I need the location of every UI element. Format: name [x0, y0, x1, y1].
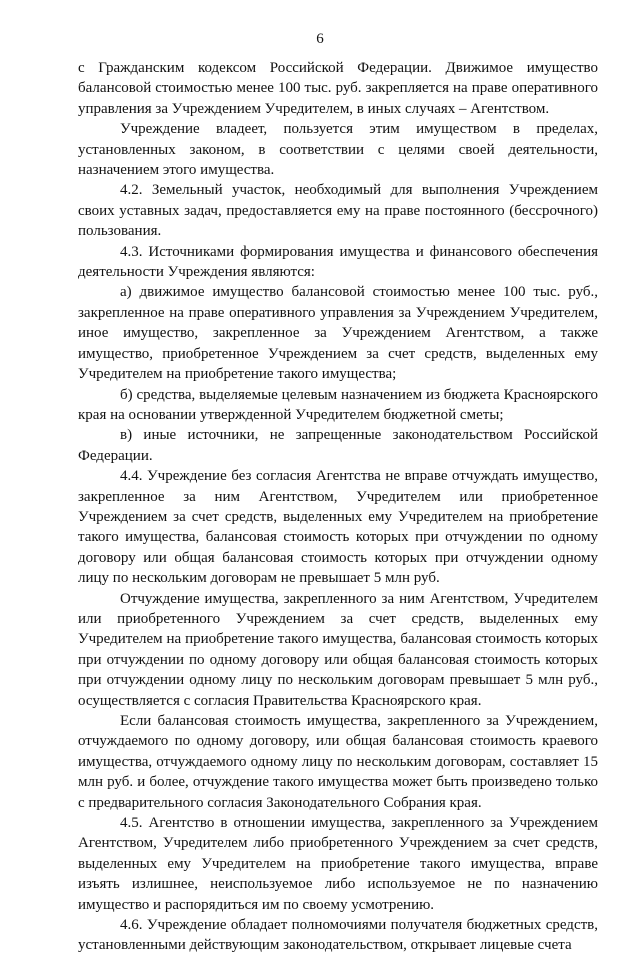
page-number: 6: [316, 31, 324, 47]
paragraph-4-6: 4.6. Учреждение обладает полномочиями получателя бюджетных средств, установленными действующим законодательством, открывает лицевые счета: [78, 917, 598, 954]
paragraph-4-2: 4.2. Земельный участок, необходимый для выполнения Учреждением своих уставных задач, предоставляется ему на праве постоянного (бессрочного) пользования.: [78, 182, 598, 240]
paragraph-4-3-b: б) средства, выделяемые целевым назначением из бюджета Красноярского края на основании утвержденной Учредителем бюджетной сметы;: [78, 386, 598, 423]
paragraph-4-3-c: в) иные источники, не запрещенные законодательством Российской Федерации.: [78, 427, 598, 464]
paragraph-4-3-a: а) движимое имущество балансовой стоимостью менее 100 тыс. руб., закрепленное на праве оперативного управления за Учреждением Учредителем, иное имущество, закрепленное за Учреждением Агентством, а также имущество, приобретенное Учреждением за счет средств, выделенных ему Учредителем на приобретение такого имущества;: [78, 284, 598, 383]
paragraph-4-3: 4.3. Источниками формирования имущества и финансового обеспечения деятельности Учреждения являются:: [78, 243, 598, 281]
paragraph-4-5: 4.5. Агентство в отношении имущества, закрепленного за Учреждением Агентством, Учредителем либо приобретенного Учреждением за счет средств, выделенных ему Учредителем на приобретение такого имущества, вправе изъять излишнее, неиспользуемое либо используемое не по назначению имущество и распорядиться им по своему усмотрению.: [78, 815, 598, 913]
paragraph-alienation: Отчуждение имущества, закрепленного за ним Агентством, Учредителем или приобретенного Учреждением за счет средств, выделенных ему Учредителем на приобретение такого имущества, балансовая стоимость которых при отчуждении по одному договору или общая балансовая стоимость которых при отчуждении одному лицу по нескольким договорам превышает 5 млн руб., осуществляется с согласия Правительства Красноярского края.: [78, 590, 598, 709]
document-body: [78, 58, 598, 956]
paragraph-4-4: 4.4. Учреждение без согласия Агентства не вправе отчуждать имущество, закрепленное за ним Агентством, Учредителем или приобретенное Учреждением за счет средств, выделенных ему Учредителем на приобретение такого имущества, балансовая стоимость которых при отчуждении по одному договору или общая балансовая стоимость которых при отчуждении одному лицу по нескольким договорам не превышает 5 млн руб.: [78, 468, 598, 587]
paragraph-legislative-consent: Если балансовая стоимость имущества, закрепленного за Учреждением, отчуждаемого по одному договору, или общая балансовая стоимость краевого имущества, отчуждаемого одному лицу по нескольким договорам, составляет 15 млн руб. и более, отчуждение такого имущества может быть произведено только с предварительного согласия Законодательного Собрания края.: [78, 713, 598, 811]
paragraph-continuation: с Гражданским кодексом Российской Федерации. Движимое имущество балансовой стоимостью менее 100 тыс. руб. закрепляется на праве оперативного управления за Учреждением Учредителем, в иных случаях – Агентством.: [78, 60, 598, 117]
paragraph-ownership: Учреждение владеет, пользуется этим имуществом в пределах, установленных законом, в соответствии с целями своей деятельности, назначением этого имущества.: [78, 121, 598, 179]
